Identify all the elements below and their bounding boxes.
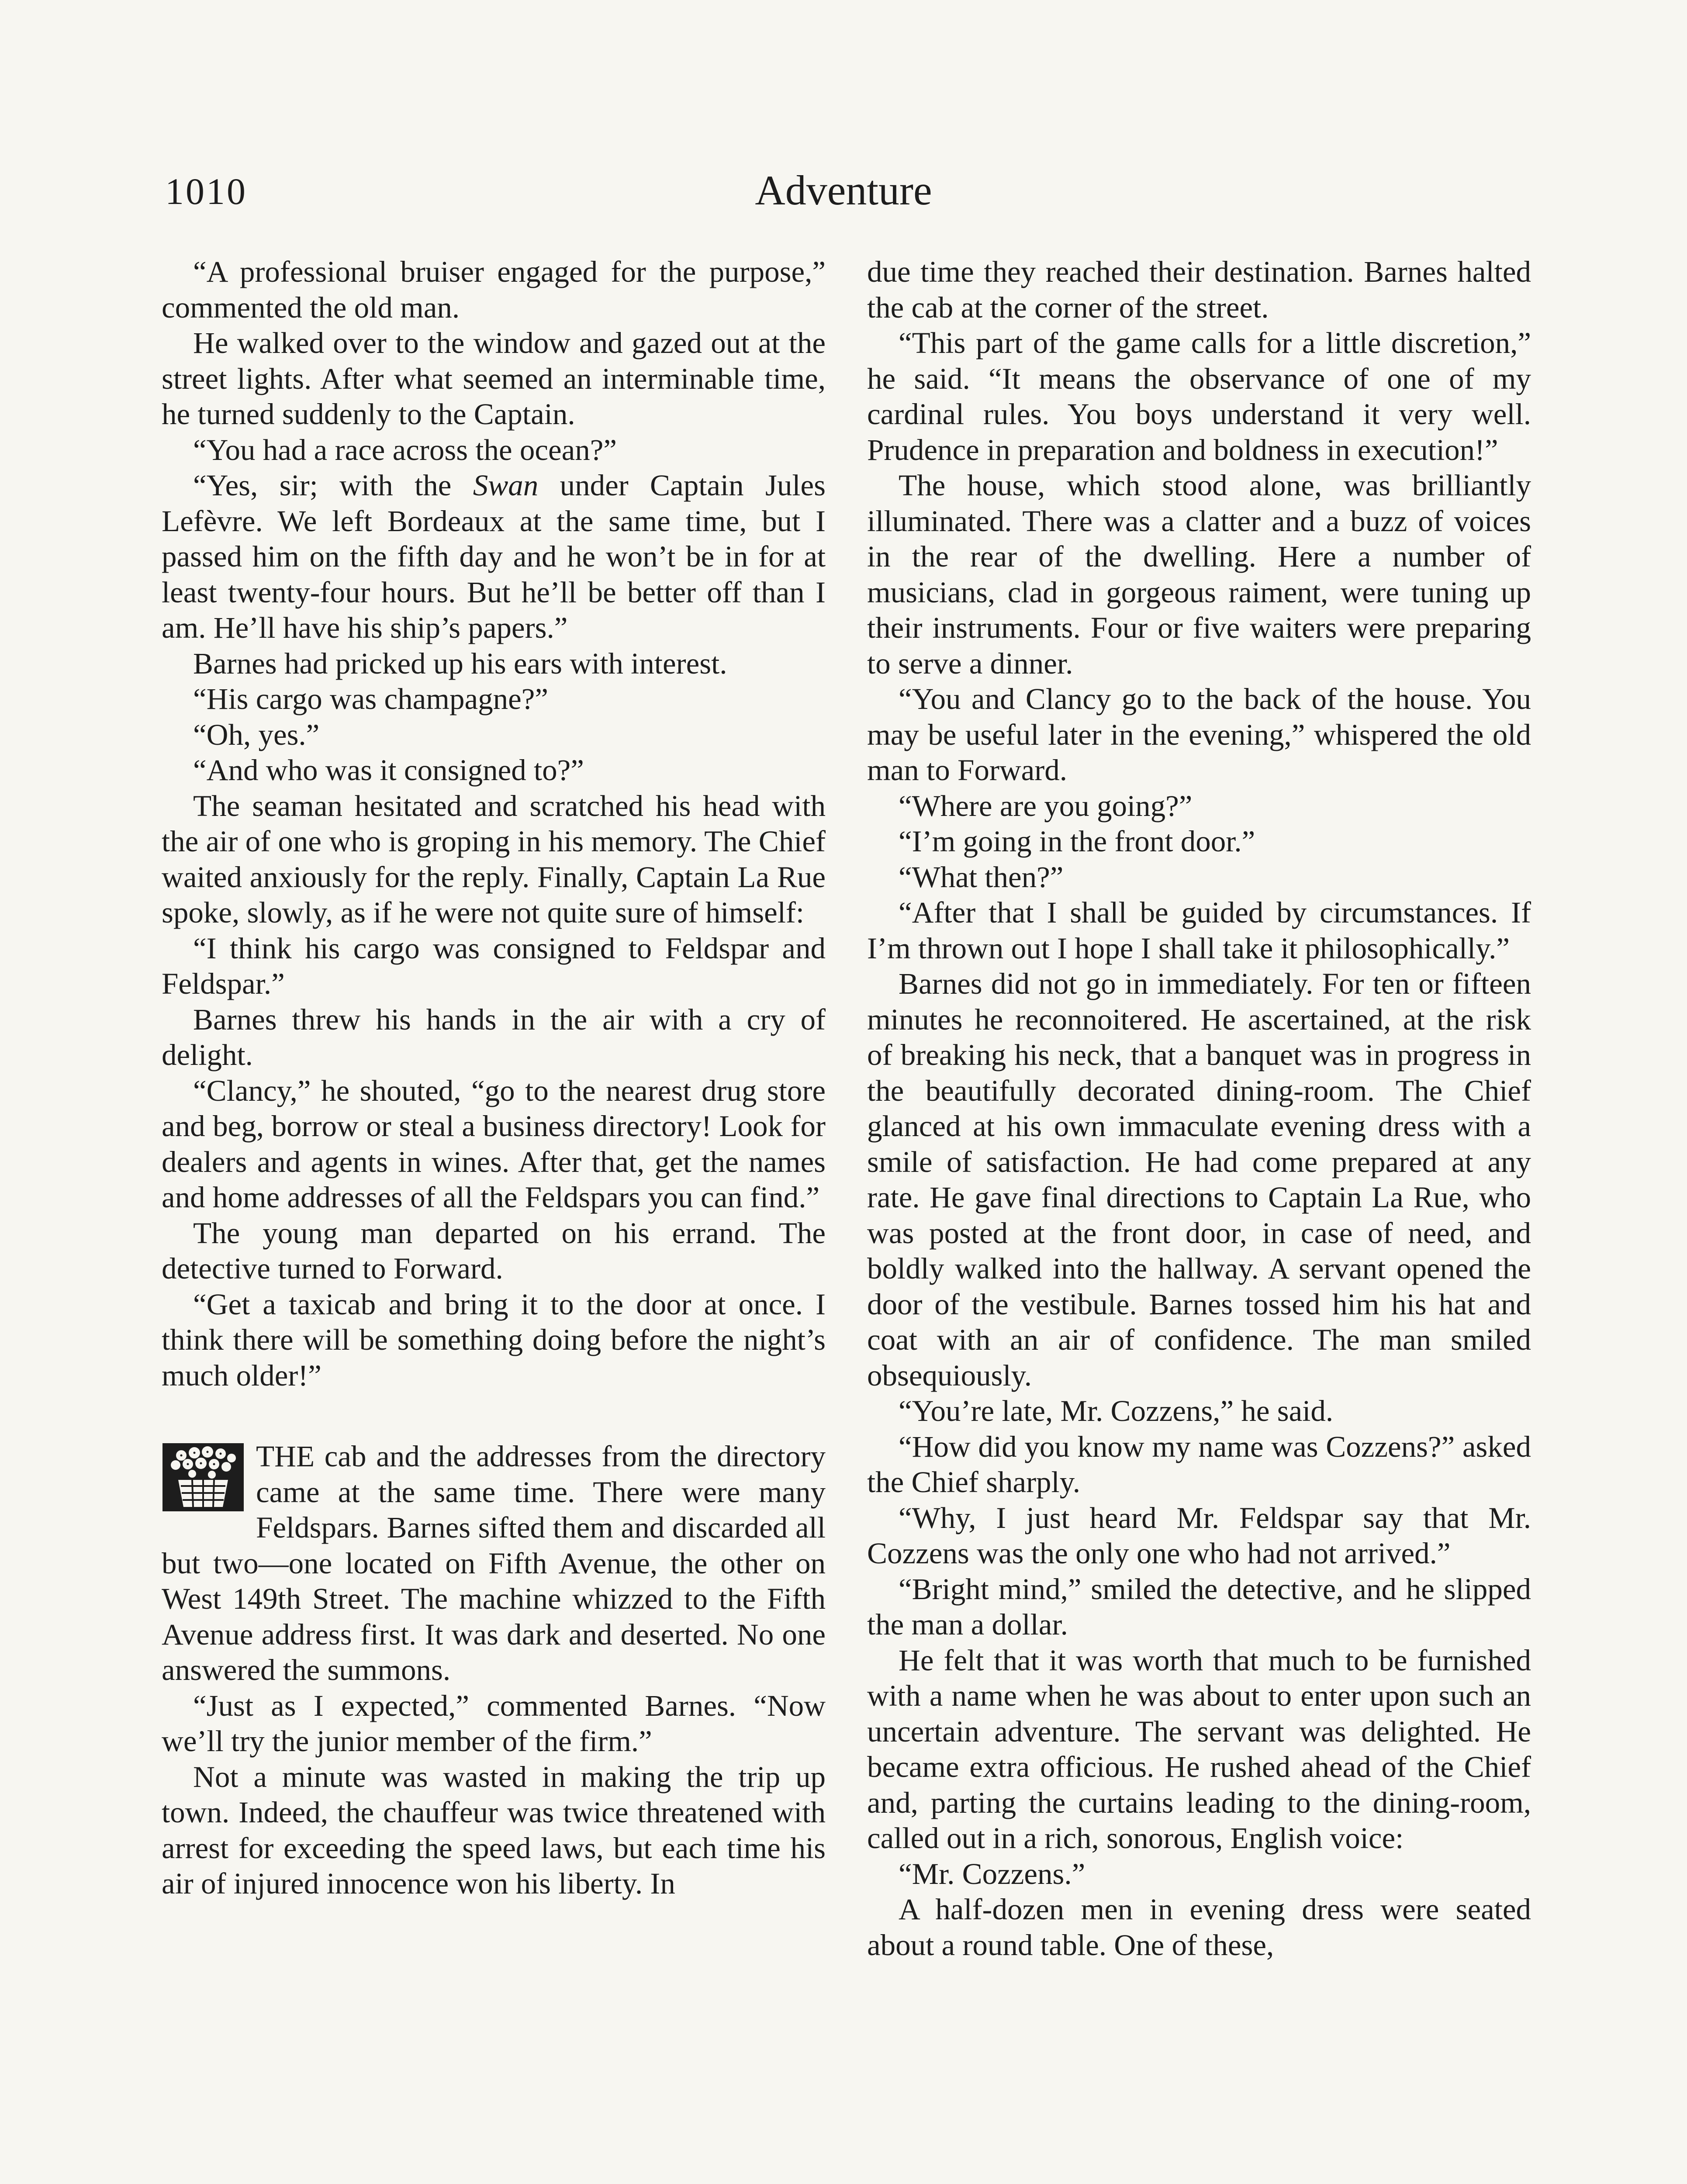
- flower-basket-icon: [162, 1442, 245, 1512]
- paragraph: “Mr. Cozzens.”: [899, 1857, 1085, 1890]
- section-opening-paragraph: [162, 1439, 826, 1688]
- paragraph: Barnes threw his hands in the air with a cry of delight.: [162, 1002, 826, 1071]
- paragraph: Not a minute was wasted in making the trip up town. Indeed, the chauffeur was twice threatened with arrest for exceeding the speed laws, but each time his air of injured innocence won his liberty. In: [162, 1760, 826, 1900]
- paragraph: “Where are you going?”: [899, 789, 1193, 822]
- paragraph: “His cargo was champagne?”: [193, 682, 548, 715]
- paragraph: The house, which stood alone, was brilliantly illuminated. There was a clatter and a buzz of voices in the rear of the dwelling. Here a number of musicians, clad in gorgeous raiment, were tuning up their instruments. Four or five waiters were preparing to serve a dinner.: [867, 469, 1531, 680]
- paragraph: “You’re late, Mr. Cozzens,” he said.: [899, 1394, 1334, 1427]
- paragraph: “Why, I just heard Mr. Feldspar say that Mr. Cozzens was the only one who had not arrived.”: [867, 1501, 1531, 1570]
- paragraph: “You and Clancy go to the back of the house. You may be useful later in the evening,” whispered the old man to Forward.: [867, 682, 1531, 787]
- paragraph: He felt that it was worth that much to be furnished with a name when he was about to enter upon such an uncertain adventure. The servant was delighted. He became extra officious. He rushed ahead of the Chief and, parting the curtains leading to the dining-room, called out in a rich, sonorous, English voice:: [867, 1643, 1531, 1855]
- paragraph: “This part of the game calls for a little discretion,” he said. “It means the observance of one of my cardinal rules. You boys understand it very well. Prudence in preparation and boldness in execution!”: [867, 326, 1531, 467]
- paragraph: “Bright mind,” smiled the detective, and he slipped the man a dollar.: [867, 1572, 1531, 1641]
- page-number: 1010: [165, 170, 247, 212]
- paragraph: A half-dozen men in evening dress were seated about a round table. One of these,: [867, 1893, 1531, 1962]
- paragraph-text: under Captain Jules Lefèvre. We left Bordeaux at the same time, but I passed him on the fifth day and he won’t be in for at least twenty-four hours. But he’ll be better off than I am. He’ll have his ship’s papers.”: [162, 469, 826, 644]
- paragraph: “I’m going in the front door.”: [899, 825, 1255, 858]
- paragraph: Barnes had pricked up his ears with interest.: [193, 646, 727, 680]
- paragraph-text: THE cab and the addresses from the directory came at the same time. There were many Feldspars. Barnes sifted them and discarded all but two—one located on Fifth Avenue, the other on West 149th Street. The machine whizzed to the Fifth Avenue address first. It was dark and deserted. No one answered the summons.: [162, 1440, 826, 1686]
- paragraph: [162, 468, 826, 646]
- magazine-title: Adventure: [755, 167, 932, 214]
- paragraph: “After that I shall be guided by circumstances. If I’m thrown out I hope I shall take it philosophically.”: [867, 896, 1531, 965]
- paragraph: “A professional bruiser engaged for the purpose,” commented the old man.: [162, 255, 826, 324]
- paragraph: due time they reached their destination. Barnes halted the cab at the corner of the street.: [867, 255, 1531, 324]
- paragraph: “I think his cargo was consigned to Feldspar and Feldspar.”: [162, 931, 826, 1000]
- right-column: [867, 254, 1531, 1963]
- paragraph: “What then?”: [899, 860, 1064, 894]
- paragraph: He walked over to the window and gazed out at the street lights. After what seemed an interminable time, he turned suddenly to the Captain.: [162, 326, 826, 431]
- ship-name: Swan: [473, 469, 539, 502]
- paragraph: “Clancy,” he shouted, “go to the nearest drug store and beg, borrow or steal a business directory! Look for dealers and agents in wines. After that, get the names and home addresses of all the Feldspars you can find.”: [162, 1074, 826, 1214]
- paragraph: “Just as I expected,” commented Barnes. “Now we’ll try the junior member of the firm.”: [162, 1689, 826, 1758]
- paragraph-text: “Yes, sir; with the: [193, 469, 473, 502]
- paragraph: “How did you know my name was Cozzens?” asked the Chief sharply.: [867, 1430, 1531, 1499]
- paragraph: “Get a taxicab and bring it to the door at once. I think there will be something doing before the night’s much older!”: [162, 1287, 826, 1392]
- paragraph: The young man departed on his errand. The detective turned to Forward.: [162, 1216, 826, 1285]
- paragraph: “And who was it consigned to?”: [193, 753, 584, 787]
- paragraph: “Oh, yes.”: [193, 718, 320, 751]
- left-column: [162, 254, 826, 1902]
- paragraph: Barnes did not go in immediately. For ten or fifteen minutes he reconnoitered. He ascertained, at the risk of breaking his neck, that a banquet was in progress in the beautifully decorated dining-room. The Chief glanced at his own immaculate evening dress with a smile of satisfaction. He had come prepared at any rate. He gave final directions to Captain La Rue, who was posted at the front door, in case of need, and boldly walked into the hallway. A servant opened the door of the vestibule. Barnes tossed him his hat and coat with an air of confidence. The man smiled obsequiously.: [867, 967, 1531, 1392]
- paragraph: “You had a race across the ocean?”: [193, 433, 617, 467]
- paragraph: The seaman hesitated and scratched his head with the air of one who is groping in his memory. The Chief waited anxiously for the reply. Finally, Captain La Rue spoke, slowly, as if he were not quite sure of himself:: [162, 789, 826, 929]
